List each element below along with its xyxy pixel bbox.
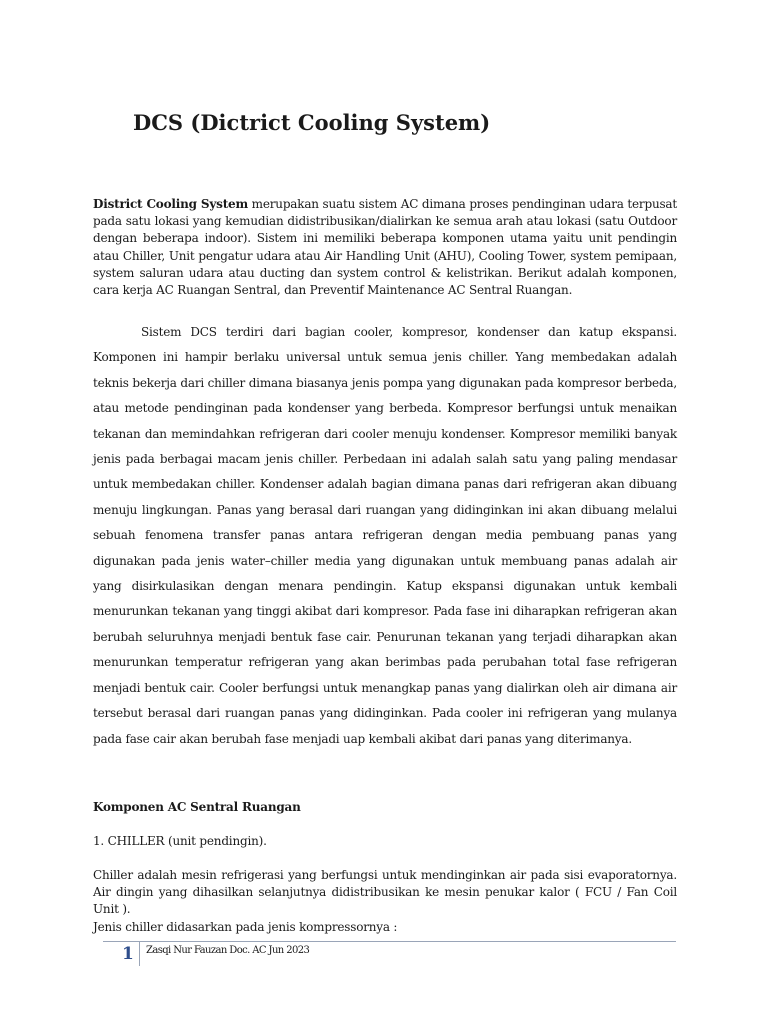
intro-text: merupakan suatu sistem AC dimana proses pendinginan udara terpusat pada satu lokasi yang kemudian didistribusikan/dialirkan ke semua arah atau lokasi (satu Outdoor dengan beberapa indoor). Sistem ini memiliki beberapa komponen utama yaitu unit pendingin atau Chiller, Unit pengatur udara atau Air Handling Unit (AHU), Cooling Tower, system pemipaan, system saluran udara atau ducting dan system control & kelistrikan. Berikut adalah komponen, cara kerja AC Ruangan Sentral, dan Preventif Maintenance AC Sentral Ruangan.: [93, 197, 678, 298]
chiller-paragraph: [93, 867, 677, 936]
footer-text: Zasqi Nur Fauzan Doc. AC Jun 2023: [146, 945, 310, 956]
page-number: 1: [122, 944, 134, 964]
document-title: DCS (Dictrict Cooling System): [133, 110, 491, 135]
chiller-description: Chiller adalah mesin refrigerasi yang berfungsi untuk mendinginkan air pada sisi evaporatornya. Air dingin yang dihasilkan selanjutnya didistribusikan ke mesin penukar kalor ( FCU / Fan Coil Unit ).: [93, 868, 677, 917]
footer-divider: [139, 942, 140, 966]
intro-paragraph: [93, 196, 677, 299]
section-heading: Komponen AC Sentral Ruangan: [93, 800, 301, 814]
body-paragraph: Sistem DCS terdiri dari bagian cooler, kompresor, kondenser dan katup ekspansi. Komponen ini hampir berlaku universal untuk semua jenis chiller. Yang membedakan adalah teknis bekerja dari chiller dimana biasanya jenis pompa yang digunakan pada kompresor berbeda, atau metode pendinginan pada kondenser yang berbeda. Kompresor berfungsi untuk menaikan tekanan dan memindahkan refrigeran dari cooler menuju kondenser. Kompresor memiliki banyak jenis pada berbagai macam jenis chiller. Perbedaan ini adalah salah satu yang paling mendasar untuk membedakan chiller. Kondenser adalah bagian dimana panas dari refrigeran akan dibuang menuju lingkungan. Panas yang berasal dari ruangan yang didinginkan ini akan dibuang melalui sebuah fenomena transfer panas antara refrigeran dengan media pembuang panas yang digunakan pada jenis water–chiller media yang digunakan untuk membuang panas adalah air yang disirkulasikan dengan menara pendingin. Katup ekspansi digunakan untuk kembali menurunkan tekanan yang tinggi akibat dari kompresor. Pada fase ini diharapkan refrigeran akan berubah seluruhnya menjadi bentuk fase cair. Penurunan tekanan yang terjadi diharapkan akan menurunkan temperatur refrigeran yang akan berimbas pada perubahan total fase refrigeran menjadi bentuk cair. Cooler berfungsi untuk menangkap panas yang dialirkan oleh air dimana air tersebut berasal dari ruangan panas yang didinginkan. Pada cooler ini refrigeran yang mulanya pada fase cair akan berubah fase menjadi uap kembali akibat dari panas yang diterimanya.: [93, 325, 677, 746]
list-item-chiller: 1. CHILLER (unit pendingin).: [93, 834, 267, 848]
footer-rule: [103, 941, 676, 942]
intro-bold-term: District Cooling System: [93, 197, 248, 211]
chiller-types-intro: Jenis chiller didasarkan pada jenis kompressornya :: [93, 919, 398, 934]
